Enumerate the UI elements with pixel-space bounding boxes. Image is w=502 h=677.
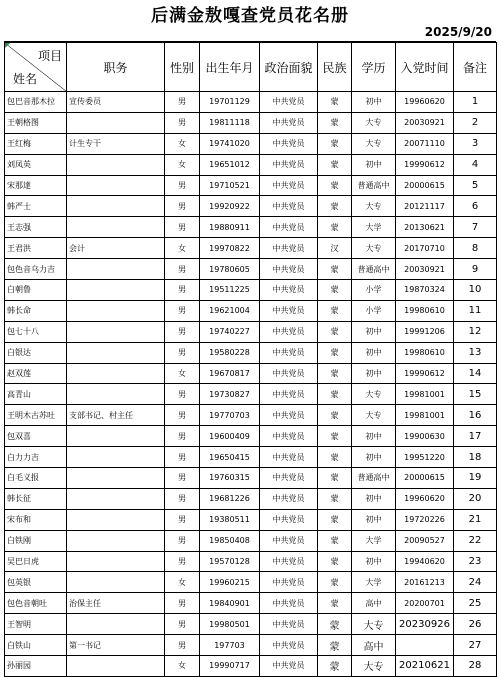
ethnic-cell[interactable]: 蒙 — [318, 154, 352, 175]
name-cell[interactable]: 韩严士 — [5, 196, 67, 217]
note-cell[interactable]: 26 — [454, 614, 497, 635]
name-cell[interactable]: 赵双莲 — [5, 363, 67, 384]
gender-cell[interactable]: 女 — [165, 133, 200, 154]
note-cell[interactable]: 6 — [454, 196, 497, 217]
ethnic-cell[interactable]: 蒙 — [318, 509, 352, 530]
post-cell[interactable] — [67, 363, 165, 384]
header-edu[interactable]: 学历 — [352, 43, 396, 92]
ethnic-cell[interactable]: 蒙 — [318, 530, 352, 551]
join-cell[interactable]: 19960620 — [396, 92, 454, 113]
name-cell[interactable]: 包巴音那木拉 — [5, 92, 67, 113]
name-cell[interactable]: 韩长命 — [5, 300, 67, 321]
join-cell[interactable]: 19981001 — [396, 384, 454, 405]
gender-cell[interactable]: 男 — [165, 196, 200, 217]
edu-cell[interactable]: 初中 — [352, 92, 396, 113]
ethnic-cell[interactable]: 蒙 — [318, 405, 352, 426]
edu-cell[interactable]: 初中 — [352, 488, 396, 509]
ethnic-cell[interactable]: 蒙 — [318, 280, 352, 301]
birth-cell[interactable]: 19850408 — [200, 530, 260, 551]
politics-cell[interactable]: 中共党员 — [260, 112, 318, 133]
politics-cell[interactable]: 中共党员 — [260, 447, 318, 468]
politics-cell[interactable]: 中共党员 — [260, 217, 318, 238]
gender-cell[interactable]: 男 — [165, 509, 200, 530]
name-cell[interactable]: 王智明 — [5, 614, 67, 635]
ethnic-cell[interactable]: 蒙 — [318, 614, 352, 635]
name-cell[interactable]: 宋布和 — [5, 509, 67, 530]
join-cell[interactable]: 19900630 — [396, 426, 454, 447]
edu-cell[interactable]: 小学 — [352, 300, 396, 321]
gender-cell[interactable]: 女 — [165, 154, 200, 175]
politics-cell[interactable]: 中共党员 — [260, 509, 318, 530]
birth-cell[interactable]: 19580228 — [200, 342, 260, 363]
corner-header-cell[interactable] — [5, 43, 67, 92]
edu-cell[interactable]: 普通高中 — [352, 259, 396, 280]
table-row — [5, 175, 497, 196]
join-cell[interactable]: 20130621 — [396, 217, 454, 238]
gender-cell[interactable]: 男 — [165, 280, 200, 301]
note-cell[interactable]: 10 — [454, 280, 497, 301]
politics-cell[interactable]: 中共党员 — [260, 593, 318, 614]
note-cell[interactable]: 11 — [454, 300, 497, 321]
edu-cell[interactable]: 大专 — [352, 405, 396, 426]
table-row — [5, 363, 497, 384]
politics-cell[interactable]: 中共党员 — [260, 405, 318, 426]
name-cell[interactable]: 刘凤英 — [5, 154, 67, 175]
post-cell[interactable] — [67, 656, 165, 677]
gender-cell[interactable]: 男 — [165, 530, 200, 551]
table-row — [5, 551, 497, 572]
ethnic-cell[interactable]: 蒙 — [318, 342, 352, 363]
ethnic-cell[interactable]: 蒙 — [318, 196, 352, 217]
gender-cell[interactable]: 男 — [165, 405, 200, 426]
politics-cell[interactable]: 中共党员 — [260, 342, 318, 363]
name-cell[interactable]: 吴巴日虎 — [5, 551, 67, 572]
birth-cell[interactable]: 19570128 — [200, 551, 260, 572]
join-cell[interactable]: 20071110 — [396, 133, 454, 154]
ethnic-cell[interactable]: 蒙 — [318, 321, 352, 342]
name-cell[interactable]: 白力力吉 — [5, 447, 67, 468]
table-row — [5, 656, 497, 677]
gender-cell[interactable]: 男 — [165, 112, 200, 133]
politics-cell[interactable]: 中共党员 — [260, 280, 318, 301]
post-cell[interactable] — [67, 447, 165, 468]
join-cell[interactable]: 19960620 — [396, 488, 454, 509]
table-row — [5, 572, 497, 593]
ethnic-cell[interactable]: 蒙 — [318, 217, 352, 238]
edu-cell[interactable]: 大专 — [352, 238, 396, 259]
post-cell[interactable] — [67, 384, 165, 405]
post-cell[interactable] — [67, 112, 165, 133]
note-cell[interactable]: 19 — [454, 468, 497, 489]
post-cell[interactable] — [67, 551, 165, 572]
birth-cell[interactable]: 19701129 — [200, 92, 260, 113]
birth-cell[interactable]: 19621004 — [200, 300, 260, 321]
note-cell[interactable]: 27 — [454, 635, 497, 656]
gender-cell[interactable]: 男 — [165, 321, 200, 342]
ethnic-cell[interactable]: 汉 — [318, 238, 352, 259]
gender-cell[interactable]: 男 — [165, 259, 200, 280]
table-body — [5, 92, 497, 677]
header-note[interactable]: 备注 — [454, 43, 497, 92]
edu-cell[interactable]: 初中 — [352, 363, 396, 384]
join-cell[interactable]: 19980610 — [396, 342, 454, 363]
birth-cell[interactable]: 19651012 — [200, 154, 260, 175]
header-politics[interactable]: 政治面貌 — [260, 43, 318, 92]
join-cell[interactable]: 20000615 — [396, 175, 454, 196]
name-cell[interactable]: 韩长征 — [5, 488, 67, 509]
table-row — [5, 342, 497, 363]
politics-cell[interactable]: 中共党员 — [260, 488, 318, 509]
birth-cell[interactable]: 19670817 — [200, 363, 260, 384]
join-cell[interactable]: 20170710 — [396, 238, 454, 259]
name-cell[interactable]: 包双喜 — [5, 426, 67, 447]
name-cell[interactable]: 白朝鲁 — [5, 280, 67, 301]
gender-cell[interactable]: 男 — [165, 551, 200, 572]
note-cell[interactable]: 15 — [454, 384, 497, 405]
edu-cell[interactable]: 初中 — [352, 447, 396, 468]
table-row — [5, 530, 497, 551]
post-cell[interactable]: 治保主任 — [67, 593, 165, 614]
post-cell[interactable]: 宣传委员 — [67, 92, 165, 113]
table-row — [5, 635, 497, 656]
ethnic-cell[interactable]: 蒙 — [318, 488, 352, 509]
birth-cell[interactable]: 19970822 — [200, 238, 260, 259]
politics-cell[interactable]: 中共党员 — [260, 635, 318, 656]
post-cell[interactable]: 支部书记、村主任 — [67, 405, 165, 426]
join-cell[interactable]: 20121117 — [396, 196, 454, 217]
join-cell[interactable]: 19870324 — [396, 280, 454, 301]
edu-cell[interactable]: 大学 — [352, 217, 396, 238]
gender-cell[interactable]: 男 — [165, 426, 200, 447]
name-cell[interactable]: 高青山 — [5, 384, 67, 405]
politics-cell[interactable]: 中共党员 — [260, 384, 318, 405]
title-row — [4, 0, 496, 24]
birth-cell[interactable]: 19511225 — [200, 280, 260, 301]
ethnic-cell[interactable]: 蒙 — [318, 593, 352, 614]
birth-cell[interactable]: 19650415 — [200, 447, 260, 468]
gender-cell[interactable]: 女 — [165, 572, 200, 593]
header-ethnic[interactable]: 民族 — [318, 43, 352, 92]
ethnic-cell[interactable]: 蒙 — [318, 133, 352, 154]
note-cell[interactable]: 14 — [454, 363, 497, 384]
note-cell[interactable]: 1 — [454, 92, 497, 113]
birth-cell[interactable]: 19710521 — [200, 175, 260, 196]
date-cell: 2025/9/20 — [4, 24, 496, 42]
name-cell[interactable]: 王红梅 — [5, 133, 67, 154]
header-birth[interactable]: 出生年月 — [200, 43, 260, 92]
header-join[interactable]: 入党时间 — [396, 43, 454, 92]
join-cell[interactable]: 19990612 — [396, 154, 454, 175]
gender-cell[interactable]: 男 — [165, 635, 200, 656]
ethnic-cell[interactable]: 蒙 — [318, 468, 352, 489]
politics-cell[interactable]: 中共党员 — [260, 175, 318, 196]
gender-cell[interactable]: 男 — [165, 593, 200, 614]
ethnic-cell[interactable]: 蒙 — [318, 175, 352, 196]
join-cell[interactable]: 19940620 — [396, 551, 454, 572]
gender-cell[interactable]: 男 — [165, 447, 200, 468]
post-cell[interactable] — [67, 572, 165, 593]
edu-cell[interactable]: 初中 — [352, 154, 396, 175]
header-post[interactable]: 职务 — [67, 43, 165, 92]
gender-cell[interactable]: 男 — [165, 300, 200, 321]
note-cell[interactable]: 13 — [454, 342, 497, 363]
note-cell[interactable]: 24 — [454, 572, 497, 593]
join-cell[interactable] — [396, 635, 454, 656]
table-row — [5, 300, 497, 321]
post-cell[interactable] — [67, 426, 165, 447]
table-row — [5, 259, 497, 280]
join-cell[interactable]: 20000615 — [396, 468, 454, 489]
edu-cell[interactable]: 初中 — [352, 321, 396, 342]
gender-cell[interactable]: 男 — [165, 488, 200, 509]
politics-cell[interactable]: 中共党员 — [260, 656, 318, 677]
join-cell[interactable]: 20030921 — [396, 112, 454, 133]
edu-cell[interactable]: 大专 — [352, 656, 396, 677]
table-row — [5, 405, 497, 426]
note-cell[interactable]: 16 — [454, 405, 497, 426]
note-cell[interactable]: 4 — [454, 154, 497, 175]
note-cell[interactable]: 21 — [454, 509, 497, 530]
gender-cell[interactable]: 男 — [165, 175, 200, 196]
edu-cell[interactable]: 高中 — [352, 635, 396, 656]
birth-cell[interactable]: 197703 — [200, 635, 260, 656]
birth-cell[interactable]: 19880911 — [200, 217, 260, 238]
name-cell[interactable]: 王君洪 — [5, 238, 67, 259]
edu-cell[interactable]: 大专 — [352, 112, 396, 133]
join-cell[interactable]: 19720226 — [396, 509, 454, 530]
politics-cell[interactable]: 中共党员 — [260, 300, 318, 321]
note-cell[interactable]: 20 — [454, 488, 497, 509]
birth-cell[interactable]: 19990717 — [200, 656, 260, 677]
note-cell[interactable]: 3 — [454, 133, 497, 154]
name-cell[interactable]: 包七十八 — [5, 321, 67, 342]
birth-cell[interactable]: 19600409 — [200, 426, 260, 447]
note-cell[interactable]: 5 — [454, 175, 497, 196]
post-cell[interactable] — [67, 259, 165, 280]
ethnic-cell[interactable]: 蒙 — [318, 363, 352, 384]
table-row — [5, 154, 497, 175]
edu-cell[interactable]: 大专 — [352, 384, 396, 405]
note-cell[interactable]: 22 — [454, 530, 497, 551]
post-cell[interactable] — [67, 175, 165, 196]
post-cell[interactable] — [67, 280, 165, 301]
edu-cell[interactable]: 初中 — [352, 509, 396, 530]
birth-cell[interactable]: 19741020 — [200, 133, 260, 154]
birth-cell[interactable]: 19780605 — [200, 259, 260, 280]
edu-cell[interactable]: 高中 — [352, 593, 396, 614]
corner-header-name: 姓名 — [13, 72, 38, 86]
note-cell[interactable]: 25 — [454, 593, 497, 614]
name-cell[interactable]: 白铁山 — [5, 635, 67, 656]
note-cell[interactable]: 23 — [454, 551, 497, 572]
note-cell[interactable]: 18 — [454, 447, 497, 468]
birth-cell[interactable]: 19760315 — [200, 468, 260, 489]
birth-cell[interactable]: 19811118 — [200, 112, 260, 133]
note-cell[interactable]: 7 — [454, 217, 497, 238]
birth-cell[interactable]: 19980501 — [200, 614, 260, 635]
ethnic-cell[interactable]: 蒙 — [318, 635, 352, 656]
post-cell[interactable] — [67, 342, 165, 363]
table-row — [5, 384, 497, 405]
politics-cell[interactable]: 中共党员 — [260, 259, 318, 280]
sheet-title: 后满金敖嘎查党员花名册 — [151, 6, 349, 26]
table-row — [5, 238, 497, 259]
post-cell[interactable] — [67, 488, 165, 509]
birth-cell[interactable]: 19920922 — [200, 196, 260, 217]
name-cell[interactable]: 白银达 — [5, 342, 67, 363]
politics-cell[interactable]: 中共党员 — [260, 154, 318, 175]
gender-cell[interactable]: 女 — [165, 238, 200, 259]
name-cell[interactable]: 王志强 — [5, 217, 67, 238]
note-cell[interactable]: 9 — [454, 259, 497, 280]
join-cell[interactable]: 20210621 — [396, 656, 454, 677]
note-cell[interactable]: 2 — [454, 112, 497, 133]
edu-cell[interactable]: 初中 — [352, 426, 396, 447]
table-row — [5, 447, 497, 468]
post-cell[interactable] — [67, 509, 165, 530]
post-cell[interactable]: 会计 — [67, 238, 165, 259]
gender-cell[interactable]: 男 — [165, 92, 200, 113]
name-cell[interactable]: 包色音朝吐 — [5, 593, 67, 614]
politics-cell[interactable]: 中共党员 — [260, 133, 318, 154]
note-cell[interactable]: 28 — [454, 656, 497, 677]
table-row — [5, 112, 497, 133]
note-cell[interactable]: 12 — [454, 321, 497, 342]
politics-cell[interactable]: 中共党员 — [260, 363, 318, 384]
name-cell[interactable]: 孙丽园 — [5, 656, 67, 677]
politics-cell[interactable]: 中共党员 — [260, 572, 318, 593]
politics-cell[interactable]: 中共党员 — [260, 530, 318, 551]
politics-cell[interactable]: 中共党员 — [260, 468, 318, 489]
edu-cell[interactable]: 普通高中 — [352, 468, 396, 489]
edu-cell[interactable]: 大专 — [352, 133, 396, 154]
post-cell[interactable] — [67, 196, 165, 217]
table-row — [5, 593, 497, 614]
ethnic-cell[interactable]: 蒙 — [318, 92, 352, 113]
birth-cell[interactable]: 19681226 — [200, 488, 260, 509]
gender-cell[interactable]: 男 — [165, 384, 200, 405]
gender-cell[interactable]: 男 — [165, 468, 200, 489]
birth-cell[interactable]: 19380511 — [200, 509, 260, 530]
birth-cell[interactable]: 19770703 — [200, 405, 260, 426]
birth-cell[interactable]: 19840901 — [200, 593, 260, 614]
join-cell[interactable]: 19990612 — [396, 363, 454, 384]
corner-header-item: 项目 — [37, 49, 62, 63]
table-row — [5, 196, 497, 217]
post-cell[interactable] — [67, 614, 165, 635]
edu-cell[interactable]: 大专 — [352, 196, 396, 217]
ethnic-cell[interactable]: 蒙 — [318, 656, 352, 677]
name-cell[interactable]: 包英银 — [5, 572, 67, 593]
birth-cell[interactable]: 19730827 — [200, 384, 260, 405]
post-cell[interactable] — [67, 217, 165, 238]
post-cell[interactable] — [67, 321, 165, 342]
note-cell[interactable]: 8 — [454, 238, 497, 259]
post-cell[interactable]: 第一书记 — [67, 635, 165, 656]
ethnic-cell[interactable]: 蒙 — [318, 259, 352, 280]
table-row — [5, 509, 497, 530]
table-row — [5, 133, 497, 154]
name-cell[interactable]: 白毛义报 — [5, 468, 67, 489]
header-row — [5, 43, 497, 92]
table-row — [5, 488, 497, 509]
politics-cell[interactable]: 中共党员 — [260, 551, 318, 572]
politics-cell[interactable]: 中共党员 — [260, 614, 318, 635]
join-cell[interactable]: 20230926 — [396, 614, 454, 635]
ethnic-cell[interactable]: 蒙 — [318, 572, 352, 593]
politics-cell[interactable]: 中共党员 — [260, 196, 318, 217]
note-cell[interactable]: 17 — [454, 426, 497, 447]
ethnic-cell[interactable]: 蒙 — [318, 384, 352, 405]
ethnic-cell[interactable]: 蒙 — [318, 112, 352, 133]
ethnic-cell[interactable]: 蒙 — [318, 551, 352, 572]
name-cell[interactable]: 王朝格图 — [5, 112, 67, 133]
edu-cell[interactable]: 大学 — [352, 530, 396, 551]
gender-cell[interactable]: 女 — [165, 656, 200, 677]
post-cell[interactable] — [67, 530, 165, 551]
post-cell[interactable] — [67, 468, 165, 489]
header-gender[interactable]: 性别 — [165, 43, 200, 92]
join-cell[interactable]: 20030921 — [396, 259, 454, 280]
spreadsheet — [4, 0, 496, 677]
member-table — [4, 42, 497, 677]
gender-cell[interactable]: 女 — [165, 363, 200, 384]
name-cell[interactable]: 宋那達 — [5, 175, 67, 196]
table-row — [5, 614, 497, 635]
edu-cell[interactable]: 普通高中 — [352, 175, 396, 196]
name-cell[interactable]: 白铁刚 — [5, 530, 67, 551]
table-row — [5, 217, 497, 238]
name-cell[interactable]: 包色音乌力吉 — [5, 259, 67, 280]
join-cell[interactable]: 20200701 — [396, 593, 454, 614]
gender-cell[interactable]: 男 — [165, 342, 200, 363]
politics-cell[interactable]: 中共党员 — [260, 321, 318, 342]
birth-cell[interactable]: 19740227 — [200, 321, 260, 342]
table-row — [5, 92, 497, 113]
post-cell[interactable] — [67, 300, 165, 321]
ethnic-cell[interactable]: 蒙 — [318, 426, 352, 447]
post-cell[interactable]: 计生专干 — [67, 133, 165, 154]
politics-cell[interactable]: 中共党员 — [260, 238, 318, 259]
join-cell[interactable]: 20161213 — [396, 572, 454, 593]
edu-cell[interactable]: 小学 — [352, 280, 396, 301]
join-cell[interactable]: 19951220 — [396, 447, 454, 468]
table-row — [5, 426, 497, 447]
join-cell[interactable]: 20090527 — [396, 530, 454, 551]
birth-cell[interactable]: 19960215 — [200, 572, 260, 593]
ethnic-cell[interactable]: 蒙 — [318, 300, 352, 321]
name-cell[interactable]: 王明木古苏吐 — [5, 405, 67, 426]
post-cell[interactable] — [67, 154, 165, 175]
edu-cell[interactable]: 初中 — [352, 342, 396, 363]
table-row — [5, 280, 497, 301]
gender-cell[interactable]: 男 — [165, 217, 200, 238]
gender-cell[interactable]: 男 — [165, 614, 200, 635]
ethnic-cell[interactable]: 蒙 — [318, 447, 352, 468]
join-cell[interactable]: 19991206 — [396, 321, 454, 342]
table-row — [5, 468, 497, 489]
politics-cell[interactable]: 中共党员 — [260, 92, 318, 113]
table-row — [5, 321, 497, 342]
edu-cell[interactable]: 大学 — [352, 572, 396, 593]
politics-cell[interactable]: 中共党员 — [260, 426, 318, 447]
cell-marker-icon — [5, 43, 10, 48]
edu-cell[interactable]: 大专 — [352, 614, 396, 635]
join-cell[interactable]: 19980610 — [396, 300, 454, 321]
join-cell[interactable]: 19981001 — [396, 405, 454, 426]
edu-cell[interactable]: 初中 — [352, 551, 396, 572]
